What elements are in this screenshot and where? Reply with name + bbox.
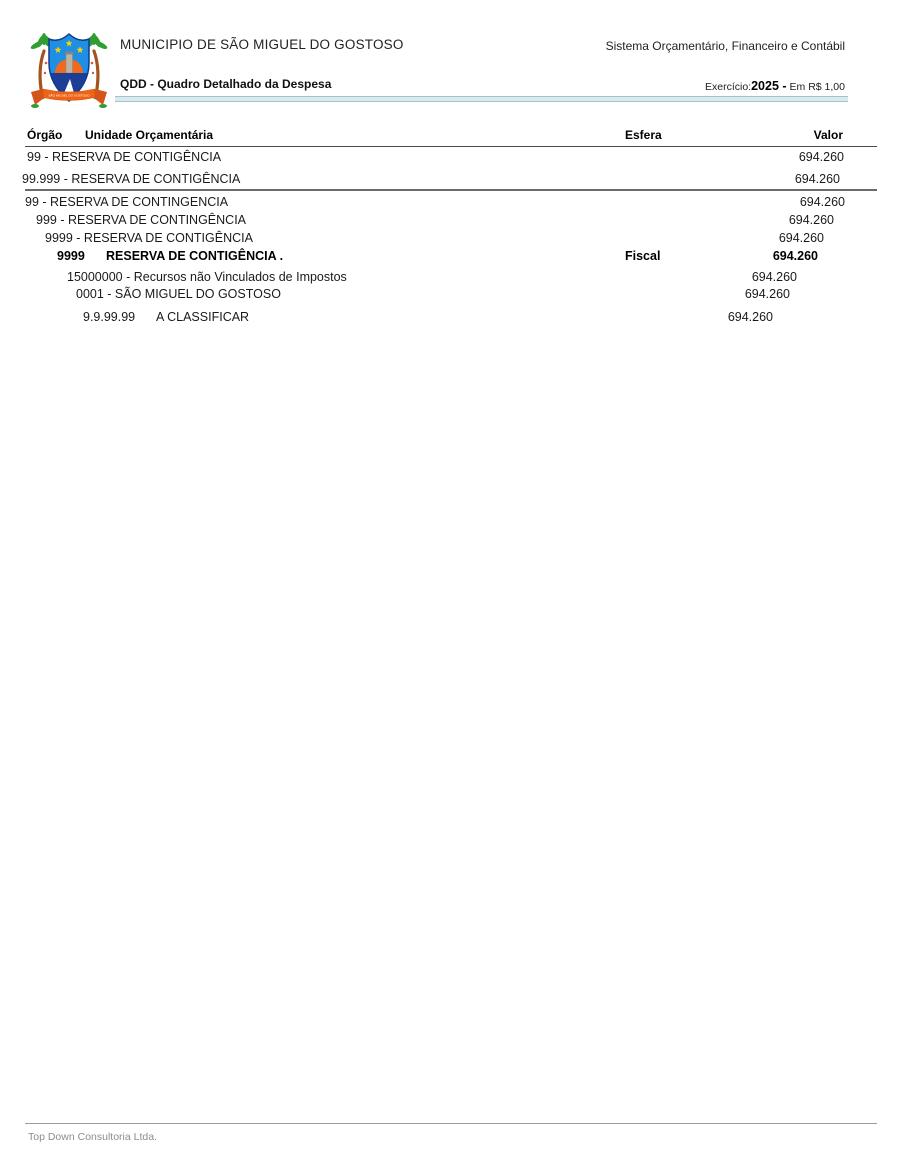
row-label: 99.999 - RESERVA DE CONTIGÊNCIA bbox=[22, 172, 241, 186]
row-value: 694.260 bbox=[772, 249, 818, 263]
row-label: 15000000 - Recursos não Vinculados de Impostos bbox=[67, 270, 347, 284]
row-code: 9999 bbox=[57, 249, 85, 263]
exercise-line bbox=[705, 79, 845, 93]
row-code: 9.9.99.99 bbox=[83, 310, 136, 324]
table-row bbox=[0, 150, 900, 167]
row-value: 694.260 bbox=[798, 150, 844, 164]
table-row bbox=[0, 310, 900, 327]
row-value: 694.260 bbox=[794, 172, 840, 186]
section-rule bbox=[25, 189, 877, 191]
row-value: 694.260 bbox=[744, 287, 790, 301]
ribbon-text: SÃO MIGUEL DO GOSTOSO bbox=[48, 93, 90, 98]
row-label: 9999 - RESERVA DE CONTIGÊNCIA bbox=[45, 231, 253, 245]
system-name: Sistema Orçamentário, Financeiro e Contábil bbox=[605, 39, 845, 53]
table-header-rule bbox=[25, 146, 877, 147]
table-row bbox=[0, 231, 900, 248]
row-value: 694.260 bbox=[799, 195, 845, 209]
exercise-year: 2025 - bbox=[751, 79, 787, 93]
table-row bbox=[0, 270, 900, 287]
row-label: 0001 - SÃO MIGUEL DO GOSTOSO bbox=[76, 287, 281, 301]
footer-rule bbox=[25, 1123, 877, 1124]
exercise-label: Exercício: bbox=[704, 81, 752, 93]
row-esfera: Fiscal bbox=[625, 249, 661, 263]
table-row bbox=[0, 172, 900, 189]
row-label: 99 - RESERVA DE CONTIGÊNCIA bbox=[27, 150, 222, 164]
column-header-orgao: Órgão bbox=[27, 128, 63, 142]
row-label: A CLASSIFICAR bbox=[156, 310, 250, 324]
table-row-action bbox=[0, 249, 900, 266]
municipality-name: MUNICIPIO DE SÃO MIGUEL DO GOSTOSO bbox=[120, 37, 404, 52]
column-header-esfera: Esfera bbox=[625, 128, 662, 142]
row-label: RESERVA DE CONTIGÊNCIA . bbox=[106, 249, 284, 263]
row-label: 99 - RESERVA DE CONTINGENCIA bbox=[25, 195, 229, 209]
currency-scale: Em R$ 1,00 bbox=[789, 81, 845, 93]
report-title: QDD - Quadro Detalhado da Despesa bbox=[120, 77, 332, 91]
row-value: 694.260 bbox=[727, 310, 773, 324]
row-label: 999 - RESERVA DE CONTINGÊNCIA bbox=[36, 213, 247, 227]
table-row bbox=[0, 195, 900, 212]
row-value: 694.260 bbox=[788, 213, 834, 227]
table-row bbox=[0, 213, 900, 230]
footer-company: Top Down Consultoria Ltda. bbox=[28, 1131, 157, 1143]
column-header-valor: Valor bbox=[813, 128, 843, 142]
municipality-logo bbox=[27, 27, 111, 117]
row-value: 694.260 bbox=[751, 270, 797, 284]
header-divider-bar bbox=[115, 96, 848, 102]
column-header-unidade: Unidade Orçamentária bbox=[85, 128, 214, 142]
row-value: 694.260 bbox=[778, 231, 824, 245]
table-row bbox=[0, 287, 900, 304]
lighthouse-icon bbox=[66, 53, 73, 73]
